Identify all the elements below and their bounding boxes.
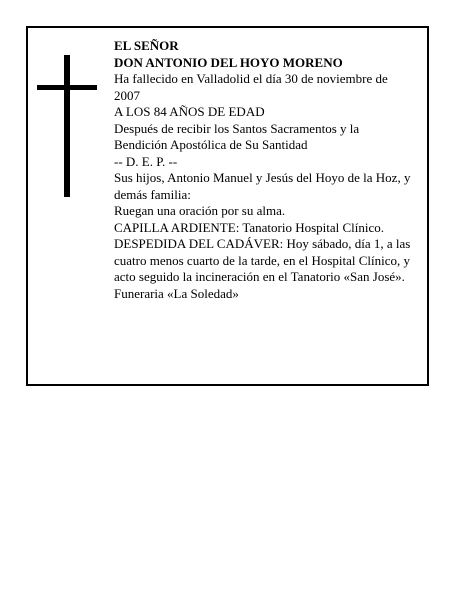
farewell-line: DESPEDIDA DEL CADÁVER: Hoy sábado, día 1, a las cuatro menos cuarto de la tarde, en el Hospital Clínico, y acto seguido la incineración en el Tanatorio «San José». bbox=[114, 236, 411, 284]
cross-vertical-bar bbox=[64, 55, 70, 197]
age-line: A LOS 84 AÑOS DE EDAD bbox=[114, 104, 265, 119]
family-line: Sus hijos, Antonio Manuel y Jesús del Hoyo de la Hoz, y demás familia: bbox=[114, 170, 411, 202]
deceased-name: DON ANTONIO DEL HOYO MORENO bbox=[114, 54, 343, 70]
prayer-line: Ruegan una oración por su alma. bbox=[114, 203, 286, 218]
death-line: Ha fallecido en Valladolid el día 30 de noviembre de 2007 bbox=[114, 71, 388, 103]
chapel-line: CAPILLA ARDIENTE: Tanatorio Hospital Clínico. bbox=[114, 219, 385, 235]
rip-line: -- D. E. P. -- bbox=[114, 153, 178, 169]
notice-title: EL SEÑOR bbox=[114, 38, 179, 53]
sacraments-line: Después de recibir los Santos Sacramentos y la Bendición Apostólica de Su Santidad bbox=[114, 120, 360, 152]
obituary-text bbox=[114, 38, 414, 302]
cross-horizontal-bar bbox=[37, 85, 97, 90]
funeral-home-line: Funeraria «La Soledad» bbox=[114, 285, 239, 301]
